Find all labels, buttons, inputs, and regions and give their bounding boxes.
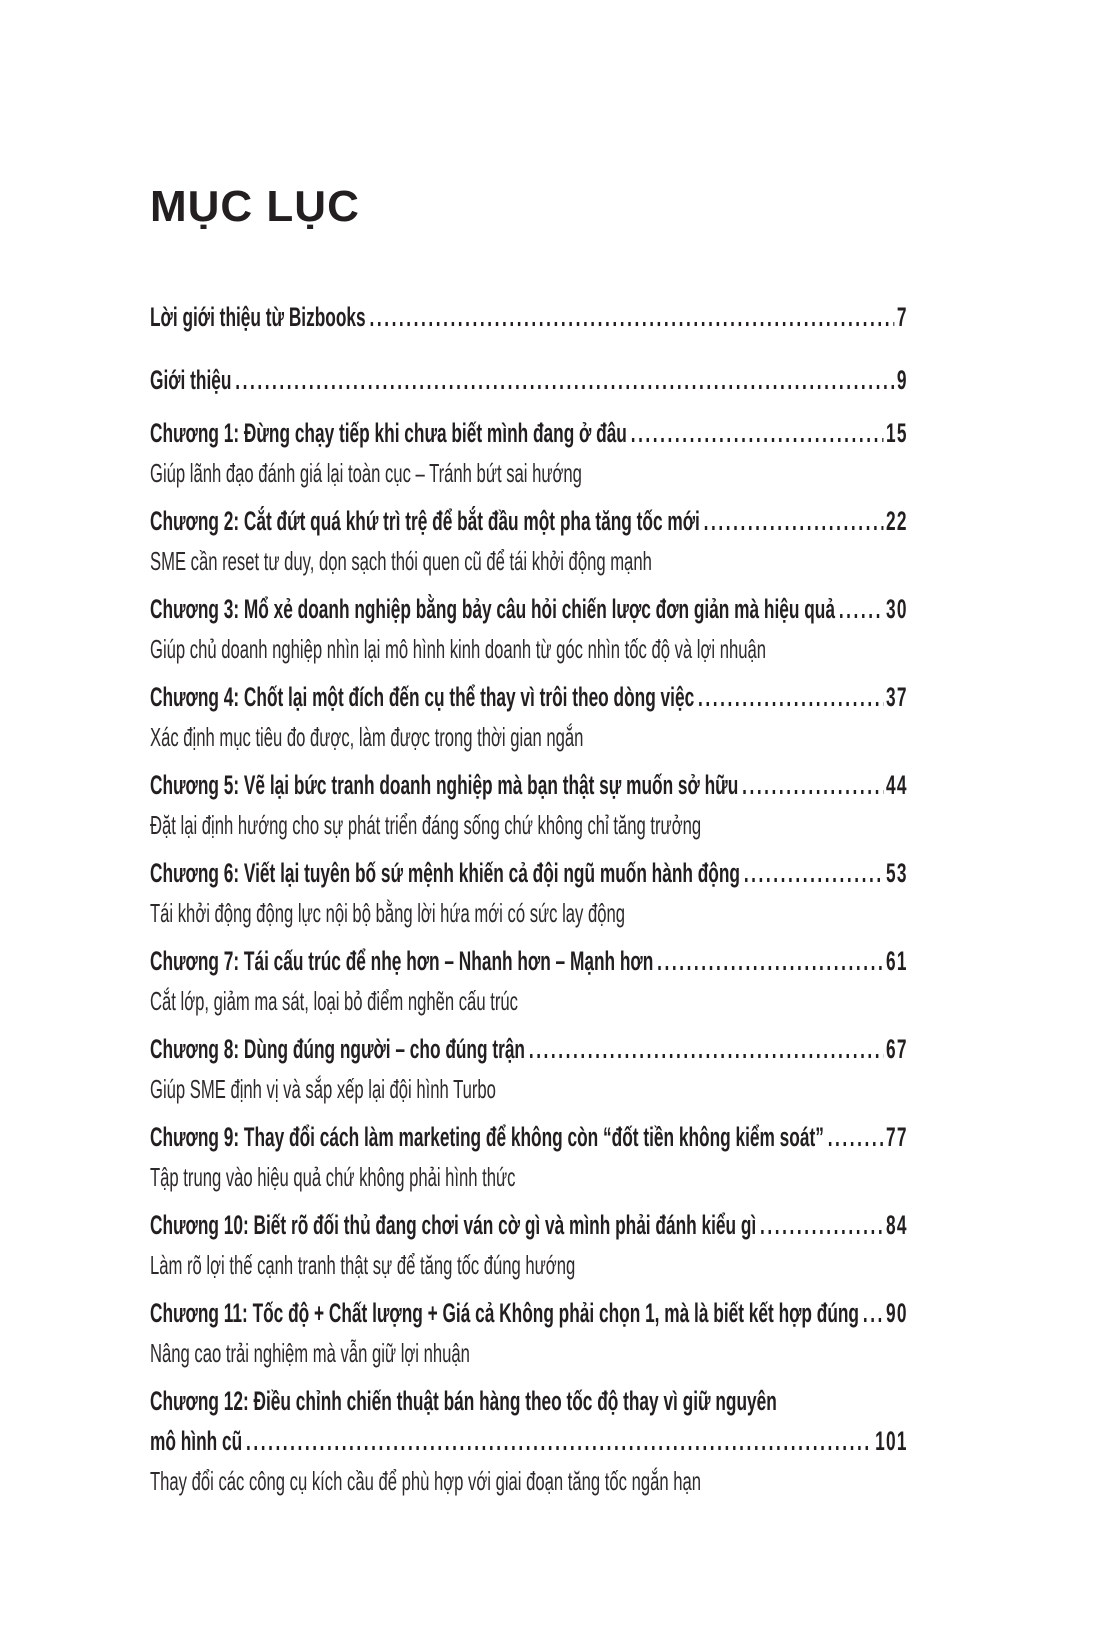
- toc-entry-title: Chương 8: Dùng đúng người – cho đúng trận: [150, 1034, 525, 1064]
- toc-page-number: 67: [885, 1034, 908, 1064]
- toc-entry: [150, 1381, 908, 1501]
- toc-entry-title: Chương 5: Vẽ lại bức tranh doanh nghiệp mà bạn thật sự muốn sở hữu: [150, 770, 739, 800]
- toc-entry: [150, 413, 908, 493]
- toc-entry-title: Chương 3: Mổ xẻ doanh nghiệp bằng bảy câu hỏi chiến lược đơn giản mà hiệu quả: [150, 594, 835, 624]
- toc-entry-subtitle: Nâng cao trải nghiệm mà vẫn giữ lợi nhuận: [150, 1338, 470, 1368]
- toc-entry-subtitle: Tái khởi động động lực nội bộ bằng lời hứa mới có sức lay động: [150, 898, 626, 928]
- toc-entry-heading: [150, 589, 908, 629]
- toc-entry-title: Chương 9: Thay đổi cách làm marketing để không còn “đốt tiền không kiểm soát”: [150, 1122, 824, 1152]
- toc-entry-title: Chương 4: Chốt lại một đích đến cụ thể thay vì trôi theo dòng việc: [150, 682, 695, 712]
- toc-leader-dots: [704, 501, 884, 541]
- toc-page-number: 22: [885, 506, 908, 536]
- toc-entry-heading: [150, 1117, 908, 1157]
- toc-entry-heading: [150, 765, 908, 805]
- toc-entry-title: Chương 7: Tái cấu trúc để nhẹ hơn – Nhanh hơn – Mạnh hơn: [150, 946, 654, 976]
- toc-entry-subtitle: Giúp lãnh đạo đánh giá lại toàn cục – Tránh bứt sai hướng: [150, 458, 582, 488]
- toc-page-number: 9: [896, 365, 908, 395]
- toc-entry-heading: [150, 941, 908, 981]
- toc-page-number: 77: [885, 1122, 908, 1152]
- toc-page-number: 90: [885, 1298, 908, 1328]
- toc-leader-dots: [529, 1029, 884, 1069]
- toc-entry: [150, 765, 908, 845]
- toc-leader-dots: [839, 589, 884, 629]
- toc-entry-subtitle: Giúp chủ doanh nghiệp nhìn lại mô hình kinh doanh từ góc nhìn tốc độ và lợi nhuận: [150, 634, 766, 664]
- toc-entry: [150, 501, 908, 581]
- toc-page-number: 101: [875, 1426, 908, 1456]
- toc-entry-heading: [150, 1293, 908, 1333]
- toc-entry-heading: [150, 1205, 908, 1245]
- toc-leader-dots: [742, 765, 883, 805]
- toc-leader-dots: [863, 1293, 884, 1333]
- toc-leader-dots: [631, 413, 884, 453]
- toc-entry-title: Chương 2: Cắt đứt quá khứ trì trệ để bắt đầu một pha tăng tốc mới: [150, 506, 700, 536]
- toc-page-number: 15: [885, 418, 908, 448]
- toc-entry-title: Chương 6: Viết lại tuyên bố sứ mệnh khiến cả đội ngũ muốn hành động: [150, 858, 740, 888]
- toc-entry-heading: [150, 1381, 908, 1421]
- toc-entry: [150, 1293, 908, 1373]
- page-title: MỤC LỤC: [150, 182, 360, 231]
- table-of-contents: [150, 297, 908, 1501]
- toc-entry-subtitle: Xác định mục tiêu đo được, làm được trong thời gian ngắn: [150, 722, 584, 752]
- toc-page-number: 30: [885, 594, 908, 624]
- toc-entry-subtitle: Giúp SME định vị và sắp xếp lại đội hình Turbo: [150, 1074, 496, 1104]
- toc-entry: [150, 677, 908, 757]
- toc-entry-title: Lời giới thiệu từ Bizbooks: [150, 302, 366, 332]
- toc-leader-dots: [235, 360, 894, 400]
- toc-entry-title: Chương 12: Điều chỉnh chiến thuật bán hàng theo tốc độ thay vì giữ nguyên: [150, 1386, 777, 1416]
- toc-entry-subtitle: SME cần reset tư duy, dọn sạch thói quen cũ để tái khởi động mạnh: [150, 546, 652, 576]
- toc-entry: [150, 360, 908, 400]
- toc-entry-heading: [150, 1029, 908, 1069]
- toc-entry-subtitle: Cắt lớp, giảm ma sát, loại bỏ điểm nghẽn cấu trúc: [150, 986, 518, 1016]
- toc-entry-heading: [150, 413, 908, 453]
- toc-entry-heading: [150, 297, 908, 337]
- toc-entry-title: Giới thiệu: [150, 365, 232, 395]
- toc-entry: [150, 941, 908, 1021]
- toc-entry-subtitle: Đặt lại định hướng cho sự phát triển đáng sống chứ không chỉ tăng trưởng: [150, 810, 702, 840]
- toc-page-number: 61: [885, 946, 908, 976]
- toc-entry-subtitle: Làm rõ lợi thế cạnh tranh thật sự để tăng tốc đúng hướng: [150, 1250, 576, 1280]
- toc-entry-heading: [150, 360, 908, 400]
- toc-leader-dots: [369, 297, 894, 337]
- toc-entry: [150, 589, 908, 669]
- toc-entry-subtitle: Tập trung vào hiệu quả chứ không phải hình thức: [150, 1162, 516, 1192]
- toc-entry-subtitle: Thay đổi các công cụ kích cầu để phù hợp với giai đoạn tăng tốc ngắn hạn: [150, 1466, 701, 1496]
- toc-entry: [150, 853, 908, 933]
- toc-page-number: 44: [885, 770, 908, 800]
- toc-leader-dots: [246, 1421, 873, 1461]
- toc-entry-title-line2: mô hình cũ: [150, 1426, 243, 1456]
- toc-leader-dots: [828, 1117, 884, 1157]
- toc-page-number: 53: [885, 858, 908, 888]
- toc-leader-dots: [760, 1205, 883, 1245]
- toc-entry: [150, 1205, 908, 1285]
- toc-entry: [150, 297, 908, 337]
- toc-leader-dots: [698, 677, 883, 717]
- toc-entry-heading-continued: [150, 1421, 908, 1461]
- toc-page-number: 7: [896, 302, 908, 332]
- toc-leader-dots: [744, 853, 884, 893]
- toc-page-number: 37: [885, 682, 908, 712]
- toc-entry-heading: [150, 501, 908, 541]
- toc-entry-heading: [150, 853, 908, 893]
- toc-entry-heading: [150, 677, 908, 717]
- toc-page-number: 84: [885, 1210, 908, 1240]
- toc-entry-title: Chương 11: Tốc độ + Chất lượng + Giá cả Không phải chọn 1, mà là biết kết hợp đúng: [150, 1298, 859, 1328]
- toc-entry-title: Chương 10: Biết rõ đối thủ đang chơi ván cờ gì và mình phải đánh kiểu gì: [150, 1210, 757, 1240]
- toc-entry-title: Chương 1: Đừng chạy tiếp khi chưa biết mình đang ở đâu: [150, 418, 627, 448]
- toc-entry: [150, 1117, 908, 1197]
- toc-leader-dots: [657, 941, 883, 981]
- toc-entry: [150, 1029, 908, 1109]
